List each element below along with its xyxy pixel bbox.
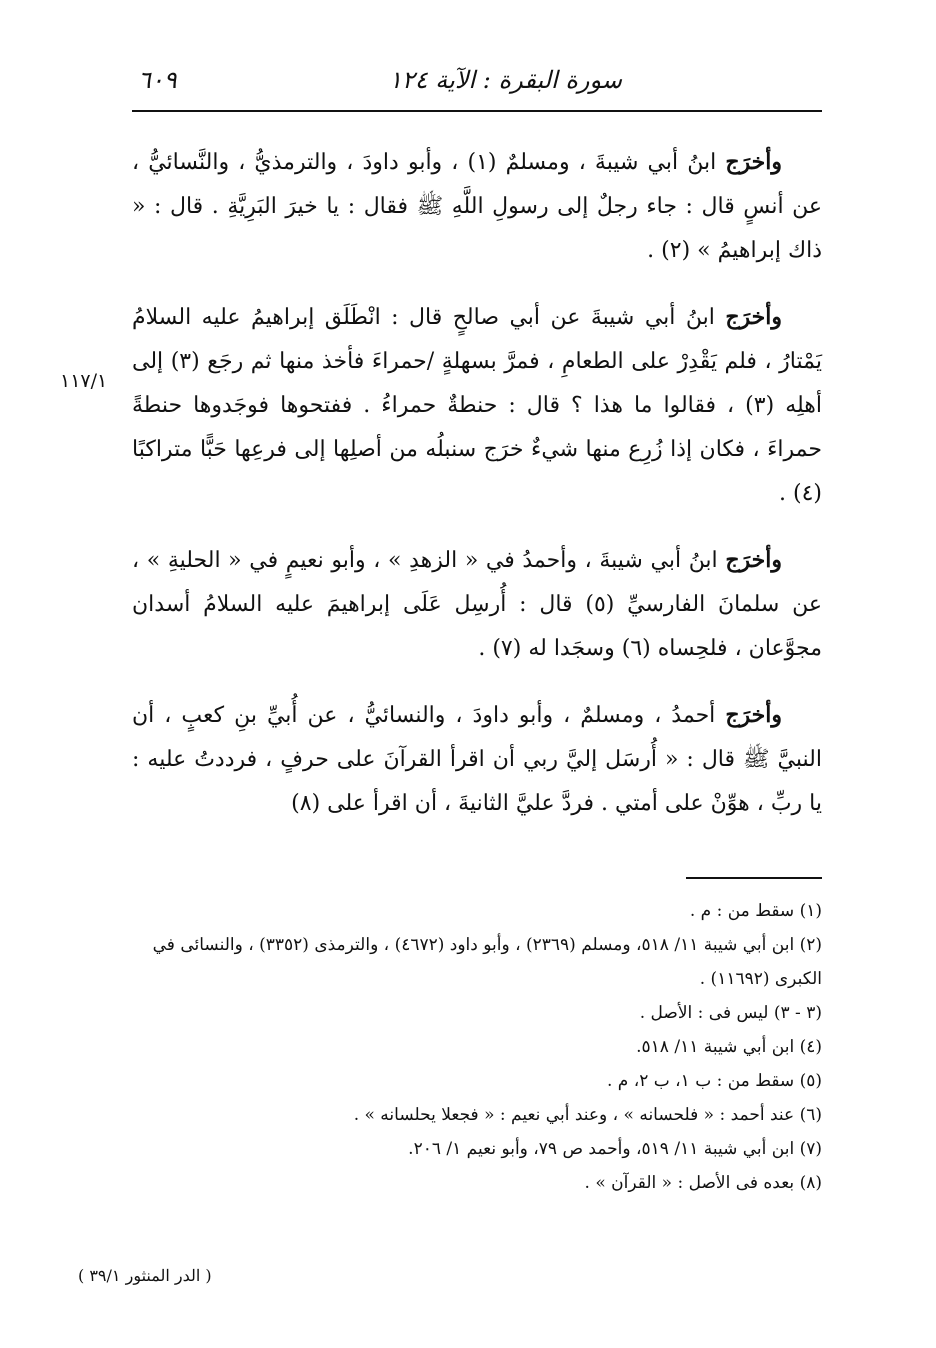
footnote-1: (١) سقط من : م . [689, 901, 822, 921]
footnote-rule [686, 877, 822, 879]
footnote-2: (٢) ابن أبي شيبة ١١/ ٥١٨، ومسلم (٢٣٦٩) ، وأبو داود (٤٦٧٢) ، والترمذى (٣٣٥٢) ، والنسائى في الكبرى (١١٦٩٢) . [152, 935, 822, 989]
running-title: سورة البقرة : الآية ١٢٤ [388, 66, 622, 94]
header-rule [132, 110, 822, 112]
footnote-5: (٥) سقط من : ب ١، ب ٢، م . [606, 1071, 822, 1091]
paragraph-text: ابنُ أبي شيبةَ ، ومسلمٌ (١) ، وأبو داودَ ، والترمذيُّ ، والنَّسائيُّ ، عن أنسٍ قال : جاء رجلٌ إلى رسولِ اللَّهِ ﷺ فقال : يا خيرَ البَرِيَّةِ . قال : « ذاك إبراهيمُ » (٢) . [132, 150, 822, 263]
footnote-7: (٧) ابن أبي شيبة ١١/ ٥١٩، وأحمد ص ٧٩، وأبو نعيم ١/ ٢٠٦. [408, 1139, 822, 1159]
footnote-3: (٣ - ٣) ليس فى : الأصل . [639, 1003, 822, 1023]
paragraph-text: أحمدُ ، ومسلمٌ ، وأبو داودَ ، والنسائيُّ ، عن أُبيِّ بنِ كعبٍ ، أن النبيَّ ﷺ قال : « أُرسَل إليَّ ربي أن اقرأ القرآنَ على حرفٍ ، فرددتُ عليه : يا ربِّ ، هوِّنْ على أمتي . فردَّ عليَّ الثانيةَ ، أن اقرأ على (٨) [132, 703, 822, 816]
page-number: ٦٠٩ [138, 66, 177, 94]
paragraph-1 [132, 140, 822, 273]
main-text [132, 140, 822, 826]
paragraph-lead: وأخرَج [725, 702, 782, 728]
paragraph-text: ابنُ أبي شيبةَ عن أبي صالحٍ قال : انْطَلَق إبراهيمُ عليه السلامُ يَمْتارُ ، فلم يَقْدِرْ على الطعامِ ، فمرَّ بسهلةٍ /حمراءَ فأخذ منها ثم رجَع (٣) إلى أهلِه (٣) ، فقالوا ما هذا ؟ قال : حنطةٌ حمراءُ . ففتحوها فوجَدوها حنطةً حمراءَ ، فكان إذا زُرِع منها شيءٌ خرَج سنبلُه من أصلِها إلى فرعِها حَبًّا متراكبًا (٤) . [132, 305, 822, 506]
footnote-8: (٨) بعده فى الأصل : « القرآن » . [584, 1173, 822, 1193]
footnote-4: (٤) ابن أبي شيبة ١١/ ٥١٨. [636, 1037, 822, 1057]
paragraph-4 [132, 693, 822, 826]
paragraph-2 [132, 295, 822, 516]
footnotes [132, 894, 822, 1200]
footnote-6: (٦) عند أحمد : « فلحسانه » ، وعند أبي نعيم : « فجعلا يحلسانه » . [353, 1105, 822, 1125]
margin-reference: ١١٧/١ [60, 370, 108, 392]
page-header [132, 62, 822, 102]
paragraph-text: ابنُ أبي شيبةَ ، وأحمدُ في « الزهدِ » ، وأبو نعيمٍ في « الحليةِ » ، عن سلمانَ الفارسيِّ (٥) قال : أُرسِل عَلَى إبراهيمَ عليه السلامُ أسدان مجوَّعان ، فلحِساه (٦) وسجَدا له (٧) . [132, 548, 822, 661]
paragraph-lead: وأخرَج [725, 547, 782, 573]
paragraph-lead: وأخرَج [725, 149, 782, 175]
paragraph-lead: وأخرَج [725, 304, 782, 330]
volume-reference: ( الدر المنثور ٣٩/١ ) [78, 1266, 212, 1285]
paragraph-3 [132, 538, 822, 671]
